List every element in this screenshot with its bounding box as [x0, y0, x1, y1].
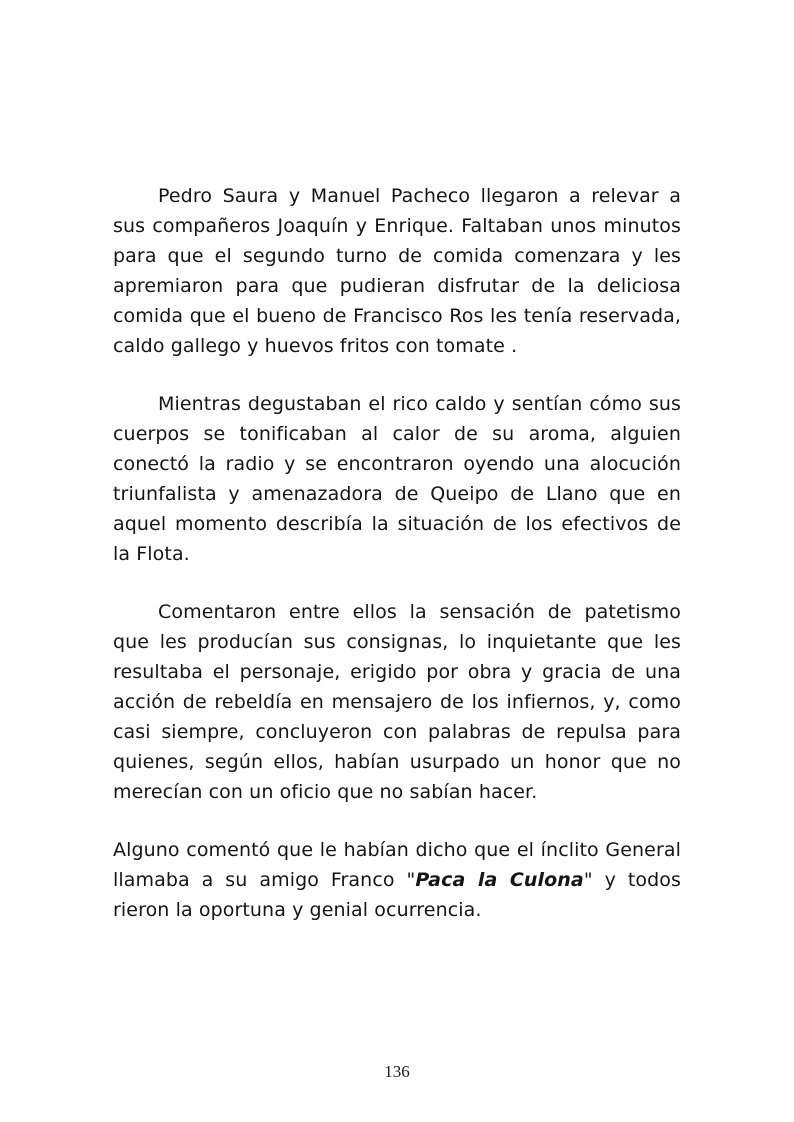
paragraph-comentaron: Comentaron entre ellos la sensación de patetismo que les producían sus consignas, lo inquietante que les resultaba el personaje, erigido por obra y gracia de una acción de rebeldía en mensajero de los infiernos, y, como casi siempre, concluyeron con palabras de repulsa para quienes, según ellos, habían usurpado un honor que no merecían con un oficio que no sabían hacer.: [113, 601, 681, 803]
paragraph-pedro-saura: Pedro Saura y Manuel Pacheco llegaron a relevar a sus compañeros Joaquín y Enrique. Faltaban unos minutos para que el segundo turno de comida comenzara y les apremiaron para que pudieran disfrutar de la deliciosa comida que el bueno de Francisco Ros les tenía reservada, caldo gallego y huevos fritos con tomate .: [113, 185, 681, 357]
nickname-emphasis: Paca la Culona: [415, 869, 584, 891]
paragraph-4-text-before: Alguno comentó que le habían dicho que el ínclito General llamaba a su amigo Franco ": [113, 839, 681, 891]
text-block: [113, 181, 681, 953]
paragraph-mientras-degustaban: Mientras degustaban el rico caldo y sentían cómo sus cuerpos se tonificaban al calor de su aroma, alguien conectó la radio y se encontraron oyendo una alocución triunfalista y amenazadora de Queipo de Llano que en aquel momento describía la situación de los efectivos de la Flota.: [113, 393, 681, 565]
page-number: 136: [384, 1062, 410, 1081]
paragraph-alguno-comento: [113, 835, 681, 925]
paragraph-4-text-after: " y todos rieron la oportuna y genial ocurrencia.: [113, 869, 681, 921]
